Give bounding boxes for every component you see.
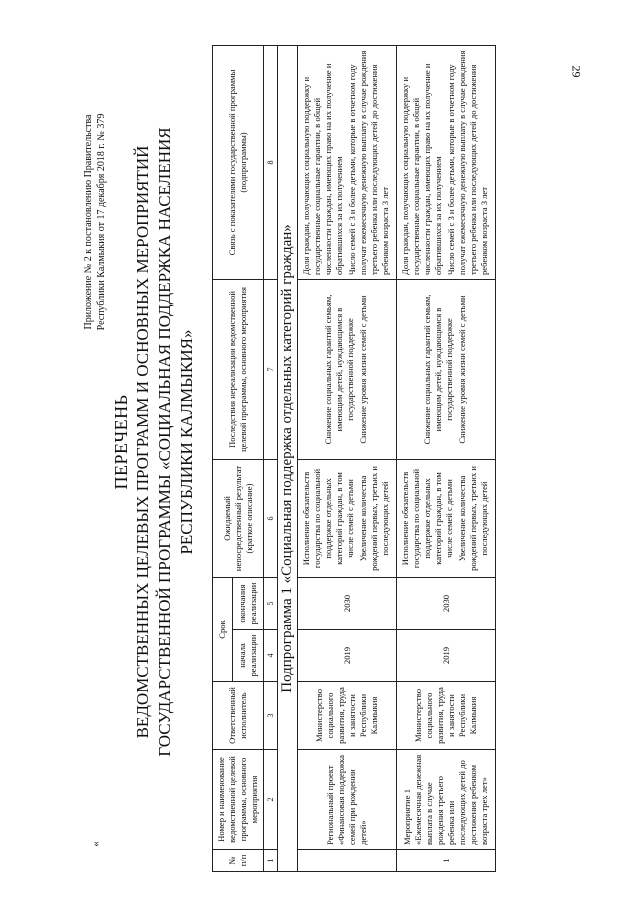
header-name: Номер и наименование ведомственной целевой программы, основного мероприятия (213, 750, 264, 850)
appendix-note (82, 52, 108, 392)
row-start: 2019 (298, 630, 397, 682)
title-line-3: РЕСПУБЛИКИ КАЛМЫКИЯ» (177, 329, 196, 555)
row-name: Мероприятие 1 «Ежемесячная денежная выплата в случае рождения третьего ребенка или последующих детей до достижения ребенком возраста трех лет» (397, 750, 496, 850)
opening-quote-mark: « (89, 841, 102, 847)
link-text: Число семей с 3 и более детьми, которые в отчетном году получат ежемесячную денежную выплату в случае рождения третьего ребенка или последующих детей до достижения ребенком возраста 3 лет (446, 50, 489, 275)
column-number: 1 (264, 850, 278, 872)
column-number-row (264, 45, 278, 871)
page-number: 29 (569, 65, 584, 78)
result-text: Исполнение обязательств государства по социальной поддержке отдельных категорий граждан, в том числе семей с детьми (301, 468, 355, 569)
row-start: 2019 (397, 630, 496, 682)
row-consequences (298, 279, 397, 459)
link-text: Число семей с 3 и более детьми, которые в отчетном году получат ежемесячную денежную выплату в случае рождения третьего ребенка или последующих детей до достижения ребенком возраста 3 лет (347, 50, 390, 275)
programs-table (212, 45, 496, 872)
row-result (298, 459, 397, 577)
column-number: 8 (264, 45, 278, 279)
consequence-text: Снижение социальных гарантий семьям, имеющим детей, нуждающимся в государственной поддержке (422, 294, 454, 445)
column-number: 2 (264, 750, 278, 850)
title-line-2: ГОСУДАРСТВЕННОЙ ПРОГРАММЫ «СОЦИАЛЬНАЯ ПОДДЕРЖКА НАСЕЛЕНИЯ (155, 127, 174, 757)
row-executor: Министерство социального развития, труда и занятости Республики Калмыкия (298, 682, 397, 750)
subprogram-row (278, 45, 298, 871)
document-title (110, 72, 198, 812)
subprogram-title: Подпрограмма 1 «Социальная поддержка отдельных категорий граждан» (278, 45, 298, 871)
title-heading: ПЕРЕЧЕНЬ (111, 394, 131, 490)
title-line-1: ВЕДОМСТВЕННЫХ ЦЕЛЕВЫХ ПРОГРАММ И ОСНОВНЫХ МЕРОПРИЯТИЙ (133, 145, 152, 739)
header-result: Ожидаемый непосредственный результат (краткое описание) (213, 459, 264, 577)
row-number: 1 (397, 850, 496, 872)
column-number: 6 (264, 459, 278, 577)
header-start: начала реализации (232, 630, 263, 682)
result-text: Увеличение количества рождений первых, третьих и последующих детей (358, 466, 390, 571)
link-text: Доля граждан, получающих социальную поддержку и государственные социальные гарантии, в общей численности граждан, имеющих право на их получение и обратившихся за их получением (400, 63, 443, 275)
header-term: Срок (213, 577, 233, 681)
header-number: № п/п (213, 850, 264, 872)
header-consequences: Последствия нереализации ведомственной целевой программы, основного мероприятия (213, 279, 264, 459)
row-number (298, 850, 397, 872)
column-number: 7 (264, 279, 278, 459)
header-row (213, 45, 233, 871)
row-end: 2030 (397, 577, 496, 629)
table-row (298, 45, 397, 871)
row-executor: Министерство социального развития, труда и занятости Республики Калмыкия (397, 682, 496, 750)
header-link: Связь с показателями государственной программы (подпрограммы) (213, 45, 264, 279)
appendix-line-1: Приложение № 2 к постановлению Правительства (83, 114, 94, 330)
row-link (397, 45, 496, 279)
appendix-line-2: Республики Калмыкия от 17 декабря 2018 г. № 379 (96, 113, 107, 331)
consequence-text: Снижение социальных гарантий семьям, имеющим детей, нуждающимся в государственной поддержке (323, 294, 355, 445)
row-end: 2030 (298, 577, 397, 629)
column-number: 4 (264, 630, 278, 682)
rotated-document-content (82, 42, 602, 872)
row-name: Региональный проект «Финансовая поддержка семей при рождении детей» (298, 750, 397, 850)
header-end: окончания реализации (232, 577, 263, 629)
consequence-text: Снижение уровня жизни семей с детьми (457, 295, 467, 444)
column-number: 5 (264, 577, 278, 629)
row-link (298, 45, 397, 279)
row-consequences (397, 279, 496, 459)
table-row (397, 45, 496, 871)
result-text: Исполнение обязательств государства по социальной поддержке отдельных категорий граждан, в том числе семей с детьми (400, 468, 454, 569)
column-number: 3 (264, 682, 278, 750)
header-executor: Ответственный исполнитель (213, 682, 264, 750)
result-text: Увеличение количества рождений первых, третьих и последующих детей (457, 466, 489, 571)
consequence-text: Снижение уровня жизни семей с детьми (358, 295, 368, 444)
row-result (397, 459, 496, 577)
link-text: Доля граждан, получающих социальную поддержку и государственные социальные гарантии, в общей численности граждан, имеющих право на их получение и обратившихся за их получением (301, 63, 344, 275)
